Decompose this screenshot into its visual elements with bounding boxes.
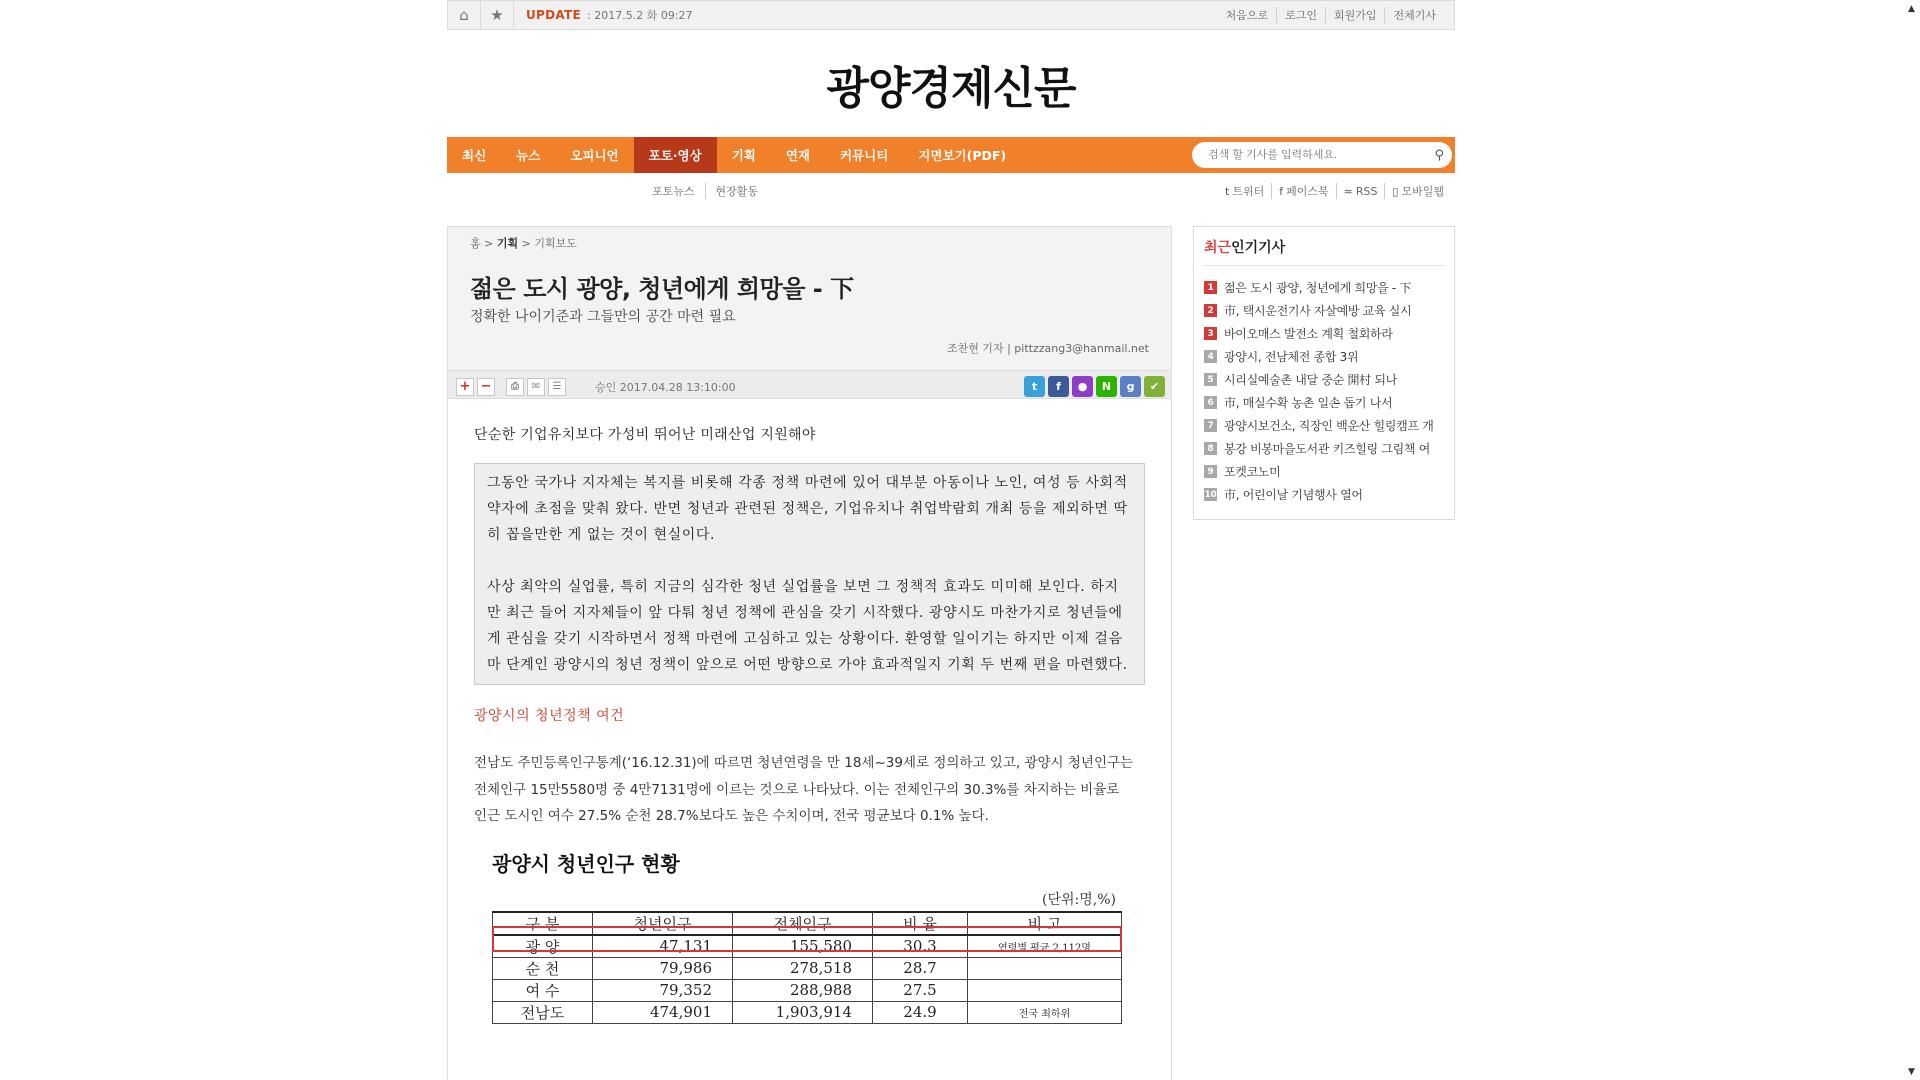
table-cell: 전국 최하위 (968, 1001, 1122, 1023)
list-item-title: 市, 매실수확 농촌 일손 돕기 나서 (1224, 396, 1393, 410)
table-header: 비 율 (873, 912, 968, 935)
table-cell (968, 957, 1122, 979)
table-cell: 79,352 (593, 979, 733, 1001)
logo-area (447, 30, 1455, 137)
rss-link[interactable] (1336, 183, 1385, 199)
facebook-share-icon[interactable]: f (1048, 376, 1069, 397)
approved-date: 승인 2017.04.28 13:10:00 (595, 380, 736, 394)
popular-articles-list (1194, 276, 1454, 506)
facebook-link[interactable] (1271, 183, 1335, 199)
table-cell: 288,988 (733, 979, 873, 1001)
rank-badge: 10 (1204, 489, 1217, 500)
list-item[interactable] (1204, 368, 1448, 391)
scroll-up-arrow-icon[interactable]: ▲ (1908, 3, 1915, 14)
table-cell: 28.7 (873, 957, 968, 979)
share-buttons (1024, 376, 1165, 397)
update-label: UPDATE (526, 8, 582, 22)
list-item-title: 포켓코노미 (1224, 465, 1281, 479)
band-share-icon[interactable]: ✔ (1144, 376, 1165, 397)
byline: 조찬현 기자 | pittzzang3@hanmail.net (946, 342, 1149, 355)
intro-box (474, 463, 1145, 685)
list-item[interactable] (1204, 322, 1448, 345)
section-title: 광양시의 청년정책 여건 (474, 708, 625, 724)
article-subtitle: 정확한 나이기준과 그들만의 공간 마련 필요 (470, 309, 736, 325)
twitter-link[interactable] (1218, 183, 1271, 199)
page-scrollbar[interactable] (1903, 0, 1920, 1080)
star-icon[interactable]: ★ (481, 1, 514, 29)
update-date: : 2017.5.2 화 09:27 (587, 9, 693, 22)
popular-title-rest: 인기기사 (1231, 240, 1286, 256)
top-links (1218, 7, 1444, 23)
nav-item-planning[interactable]: 기획 (731, 148, 756, 163)
rank-badge: 5 (1204, 373, 1217, 386)
nav-item-opinion[interactable]: 오피니언 (570, 148, 619, 163)
table-cell: 순 천 (493, 957, 593, 979)
rss-icon: ≈ (1343, 184, 1353, 198)
table-header: 비 고 (968, 912, 1122, 935)
list-item[interactable] (1204, 483, 1448, 506)
link-login[interactable]: 로그인 (1276, 7, 1325, 23)
popular-articles-panel (1193, 226, 1455, 520)
sub-nav-items (642, 183, 768, 199)
mobile-icon: ▯ (1392, 184, 1399, 198)
rank-badge: 2 (1204, 304, 1217, 317)
table-cell (968, 979, 1122, 1001)
table-cell: 79,986 (593, 957, 733, 979)
list-item-title: 광양시보건소, 직장인 백운산 힐링캠프 개 (1224, 419, 1434, 433)
facebook-label: 페이스북 (1286, 185, 1329, 198)
rss-label: RSS (1355, 184, 1378, 198)
rank-badge: 4 (1204, 350, 1217, 363)
subnav-field-activity[interactable]: 현장활동 (705, 183, 769, 199)
list-item-title: 市, 어린이날 기념행사 열어 (1224, 488, 1363, 502)
search-input[interactable] (1208, 149, 1418, 161)
page-wrapper (447, 0, 1455, 1022)
breadcrumb-home[interactable]: 홈 (470, 237, 481, 250)
article-body (447, 398, 1172, 1080)
twitter-share-icon[interactable]: t (1024, 376, 1045, 397)
table-header-row (493, 912, 1122, 935)
list-item-title: 봉강 비봉마을도서관 키즈힐링 그림책 여 (1224, 442, 1431, 456)
google-share-icon[interactable]: g (1120, 376, 1141, 397)
table-row (493, 957, 1122, 979)
table-cell: 474,901 (593, 1001, 733, 1023)
rank-badge: 7 (1204, 419, 1217, 432)
scroll-down-arrow-icon[interactable]: ▼ (1908, 1066, 1915, 1077)
article-lead: 단순한 기업유치보다 가성비 뛰어난 미래산업 지원해야 (474, 427, 816, 443)
nav-item-photo-video[interactable]: 포토·영상 (634, 137, 717, 173)
reporter-email[interactable]: pittzzang3@hanmail.net (1014, 342, 1149, 355)
naver-share-icon[interactable]: N (1096, 376, 1117, 397)
list-item[interactable] (1204, 414, 1448, 437)
twitter-label: 트위터 (1232, 185, 1265, 198)
rank-badge: 1 (1204, 281, 1217, 294)
rank-badge: 6 (1204, 396, 1217, 409)
table-header: 청년인구 (593, 912, 733, 935)
scroll-thumb[interactable] (1905, 17, 1918, 1057)
table-unit: (단위:명,%) (1042, 891, 1116, 908)
breadcrumb: 홈 > 기획 > 기획보도 (470, 237, 577, 250)
table-row (493, 1001, 1122, 1023)
list-item[interactable] (1204, 276, 1448, 299)
list-item-title: 바이오매스 발전소 계획 철회하라 (1224, 327, 1393, 341)
mobile-web-link[interactable] (1384, 183, 1451, 199)
table-cell: 155,580 (733, 935, 873, 958)
table-cell: 278,518 (733, 957, 873, 979)
list-item-title: 광양시, 전남체전 종합 3위 (1224, 350, 1359, 364)
font-increase-button[interactable]: + (456, 378, 474, 396)
popular-title-red: 최근 (1204, 240, 1232, 256)
breadcrumb-sub[interactable]: 기획보도 (534, 237, 577, 250)
scrap-icon[interactable]: ☰ (548, 378, 566, 396)
table-cell: 24.9 (873, 1001, 968, 1023)
table-cell: 연령별 평균 2,112명 (968, 935, 1122, 958)
facebook-icon: f (1279, 184, 1284, 198)
main-nav (447, 137, 1455, 173)
popular-articles-title (1204, 237, 1444, 266)
list-item-title: 시리실예술촌 내달 중순 開村 되나 (1224, 373, 1397, 387)
breadcrumb-section[interactable]: 기획 (496, 237, 519, 250)
list-item[interactable] (1204, 391, 1448, 414)
mobile-web-label: 모바일웹 (1401, 185, 1444, 198)
table-header: 전체인구 (733, 912, 873, 935)
link-all-articles[interactable]: 전체기사 (1384, 7, 1444, 23)
font-decrease-button[interactable]: − (477, 378, 495, 396)
table-title: 광양시 청년인구 현황 (492, 851, 680, 876)
twitter-icon: t (1224, 184, 1230, 198)
link-signup[interactable]: 회원가입 (1325, 7, 1385, 23)
article-header (447, 226, 1172, 403)
population-table (492, 911, 1122, 1024)
list-item-title: 市, 택시운전기사 자살예방 교육 실시 (1224, 304, 1412, 318)
list-item[interactable] (1204, 437, 1448, 460)
table-cell: 47,131 (593, 935, 733, 958)
top-bar (447, 0, 1455, 30)
subnav-photo-news[interactable]: 포토뉴스 (652, 185, 695, 198)
reporter-name: 조찬현 기자 (946, 342, 1004, 355)
home-icon[interactable]: ⌂ (448, 1, 481, 29)
nav-item-news[interactable]: 뉴스 (516, 148, 541, 163)
rank-badge: 9 (1204, 465, 1217, 478)
rank-badge: 8 (1204, 442, 1217, 455)
kakaostory-share-icon[interactable]: ● (1072, 376, 1093, 397)
population-table-image (492, 848, 1122, 1024)
search-box (1192, 142, 1452, 168)
sub-nav (447, 173, 1455, 209)
table-cell: 30.3 (873, 935, 968, 958)
site-logo[interactable]: 광양경제신문 (826, 62, 1076, 114)
email-icon[interactable]: ✉ (527, 378, 545, 396)
table-cell: 여 수 (493, 979, 593, 1001)
intro-paragraph-2: 사상 최악의 실업률, 특히 지금의 심각한 청년 실업률을 보면 그 정책적 효과도 미미해 보인다. 하지만 최근 들어 지자체들이 앞 다퉈 청년 정책에 관심을 갖기 시작했다. 광양시도 마찬가지로 청년들에게 관심을 갖기 시작하면서 정책 마련에 고심하고 있는 상황이다. 환영할 일이기는 하지만 이제 걸음마 단계인 광양시의 청년 정책이 앞으로 어떤 방향으로 가야 효과적일지 기획 두 번째 편을 마련했다. (487, 579, 1128, 673)
body-paragraph: 전남도 주민등록인구통계(‘16.12.31)에 따르면 청년연령을 만 18세~39세로 정의하고 있고, 광양시 청년인구는 전체인구 15만5580명 중 4만7131명에 이르는 것으로 나타났다. 이는 전체인구의 30.3%를 차지하는 비율로 인근 도시인 여수 27.5% 순천 28.7%보다도 높은 수치이며, 전국 평균보다 0.1% 높다. (474, 755, 1134, 824)
link-home[interactable]: 처음으로 (1225, 9, 1269, 22)
magnifier-icon[interactable]: ⚲ (1434, 147, 1444, 163)
table-header: 구 분 (493, 912, 593, 935)
table-row (493, 935, 1122, 958)
table-cell: 전남도 (493, 1001, 593, 1023)
nav-item-latest[interactable]: 최신 (462, 148, 487, 163)
nav-item-community[interactable]: 커뮤니티 (840, 148, 889, 163)
social-links (1218, 183, 1451, 199)
table-cell: 27.5 (873, 979, 968, 1001)
print-icon[interactable]: ⎙ (506, 378, 524, 396)
list-item-title: 젊은 도시 광양, 청년에게 희망을 - 下 (1224, 281, 1412, 295)
table-cell: 1,903,914 (733, 1001, 873, 1023)
intro-paragraph-1: 그동안 국가나 지자체는 복지를 비롯해 각종 정책 마련에 있어 대부분 아동이나 노인, 여성 등 사회적 약자에 초점을 맞춰 왔다. 반면 청년과 관련된 정책은, 기업유치나 취업박람회 개최 등을 제외하면 딱히 꼽을만한 게 없는 것이 현실이다. (487, 475, 1128, 543)
list-item[interactable] (1204, 345, 1448, 368)
rank-badge: 3 (1204, 327, 1217, 340)
nav-item-pdf[interactable]: 지면보기(PDF) (918, 148, 1007, 163)
article-title: 젊은 도시 광양, 청년에게 희망을 - 下 (470, 275, 854, 303)
nav-item-series[interactable]: 연재 (785, 148, 810, 163)
list-item[interactable] (1204, 460, 1448, 483)
table-row (493, 979, 1122, 1001)
list-item[interactable] (1204, 299, 1448, 322)
table-cell: 광 양 (493, 935, 593, 958)
